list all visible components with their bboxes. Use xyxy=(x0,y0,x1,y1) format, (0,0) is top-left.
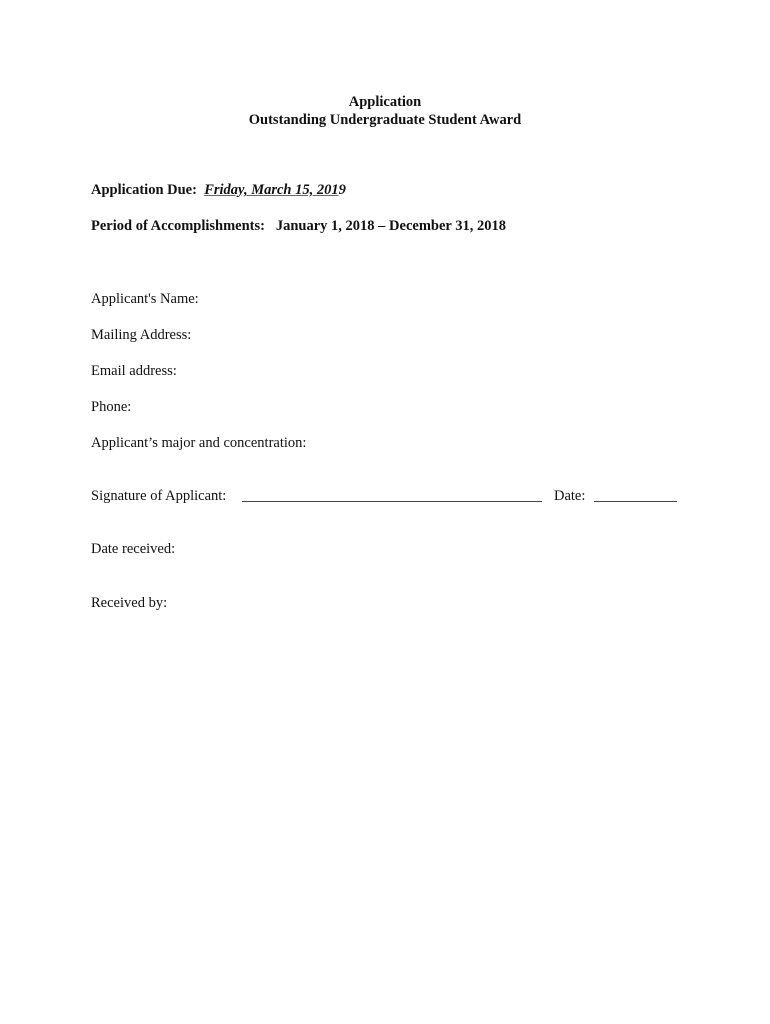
applicant-name-label: Applicant's Name: xyxy=(91,291,199,307)
page-subtitle: Outstanding Undergraduate Student Award xyxy=(248,112,522,128)
mailing-address-label: Mailing Address: xyxy=(91,327,192,343)
due-date: Friday, March 15, 201 xyxy=(204,182,339,198)
signature-label: Signature of Applicant: xyxy=(91,488,227,504)
page-title: Application xyxy=(348,94,422,110)
received-by-label: Received by: xyxy=(91,595,168,611)
phone-label: Phone: xyxy=(91,399,132,415)
date-line[interactable] xyxy=(594,487,677,502)
due-label: Application Due: xyxy=(91,182,197,198)
date-label: Date: xyxy=(554,488,586,504)
period-label: Period of Accomplishments: xyxy=(91,218,265,234)
due-date-rest: 9 xyxy=(338,182,346,198)
major-label: Applicant’s major and concentration: xyxy=(91,435,307,451)
date-received-label: Date received: xyxy=(91,541,176,557)
period-of-accomplishments xyxy=(91,217,506,235)
email-address-label: Email address: xyxy=(91,363,177,379)
application-due xyxy=(91,181,346,199)
signature-line[interactable] xyxy=(242,487,542,502)
period-value: January 1, 2018 – December 31, 2018 xyxy=(275,218,506,234)
